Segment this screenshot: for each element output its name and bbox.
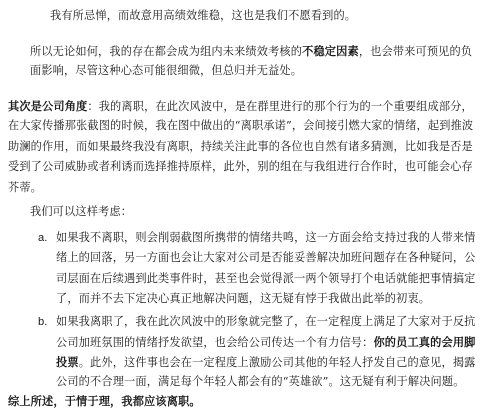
paragraph-line: 受到了公司威胁或者利诱而选择推持原样，此外，别的组在与我组进行合作时，也可能会心存 — [8, 160, 473, 173]
text-run: ，也会带来可预见的负 — [358, 45, 473, 58]
list-item-line: 了，而并不去下定决心真正地解决问题，这无疑有悖于我做出此举的初衷。 — [56, 292, 431, 305]
list-item-line: 公司的不合理一面，满足每个年轻人都会有的“英雄欲”。这无疑有利于解决问题。 — [56, 375, 465, 388]
section-lead-text: 其次是公司角度 — [8, 99, 88, 113]
emphasis-text: 你的员工真的会用脚 — [373, 335, 476, 349]
list-marker: a. — [38, 232, 48, 244]
list-marker: b. — [38, 316, 48, 328]
text-run: 所以无论如何，我的存在都会成为组内未来绩效考核的 — [30, 45, 303, 58]
emphasis-text: 不稳定因素 — [302, 44, 359, 58]
paragraph-line: 助澜的作用，而如果最终我没有离职，持续关注此事的各位也自然有诸多猜测，比如我是否是 — [8, 140, 473, 153]
text-run: 公司加班氛围的情绪抒发欲望，也会给公司传达一个有力信号： — [56, 336, 374, 349]
list-item-line: 如果我不离职，则会削弱截图所携带的情绪共鸣，这一方面会给支持过我的人带来情 — [56, 231, 476, 244]
list-item-line — [56, 355, 476, 370]
list-item-line: 司层面在后续遇到此类事件时，甚至也会觉得派一两个领导打个电话就能把事情搞定 — [56, 272, 476, 285]
conclusion-line: 综上所述，于情于理，我都应该离职。 — [8, 394, 201, 408]
paragraph-line: 芥蒂。 — [8, 181, 43, 194]
emphasis-text: 投票 — [56, 355, 79, 369]
paragraph-line — [8, 99, 473, 114]
paragraph-line: 在大家传播那张截图的时候，我在图中做出的“离职承诺”，会间接引燃大家的情绪，起到推波 — [8, 119, 474, 132]
list-item-line — [56, 335, 476, 350]
paragraph-line: 面影响，尽管这种心态可能很细微，但总归并无益处。 — [30, 64, 303, 77]
list-item-line: 如果我离职了，我在此次风波中的形象就完整了，在一定程度上满足了大家对于反抗 — [56, 315, 476, 328]
paragraph-line — [30, 44, 472, 59]
text-run: 。此外，这件事也会在一定程度上激励公司其他的年轻人抒发自己的意见，揭露 — [78, 356, 476, 369]
paragraph-line: 我们可以这样考虑： — [30, 205, 133, 218]
paragraph-line: 我有所忌惮，而故意用高绩效维稳，这也是我们不愿看到的。 — [50, 9, 357, 22]
list-item-line: 绪上的回落，另一方面也会让大家对公司是否能妥善解决加班问题存在各种疑问，公 — [56, 251, 476, 264]
text-run: ：我的离职，在此次风波中，是在群里进行的那个行为的一个重要组成部分， — [87, 100, 473, 113]
